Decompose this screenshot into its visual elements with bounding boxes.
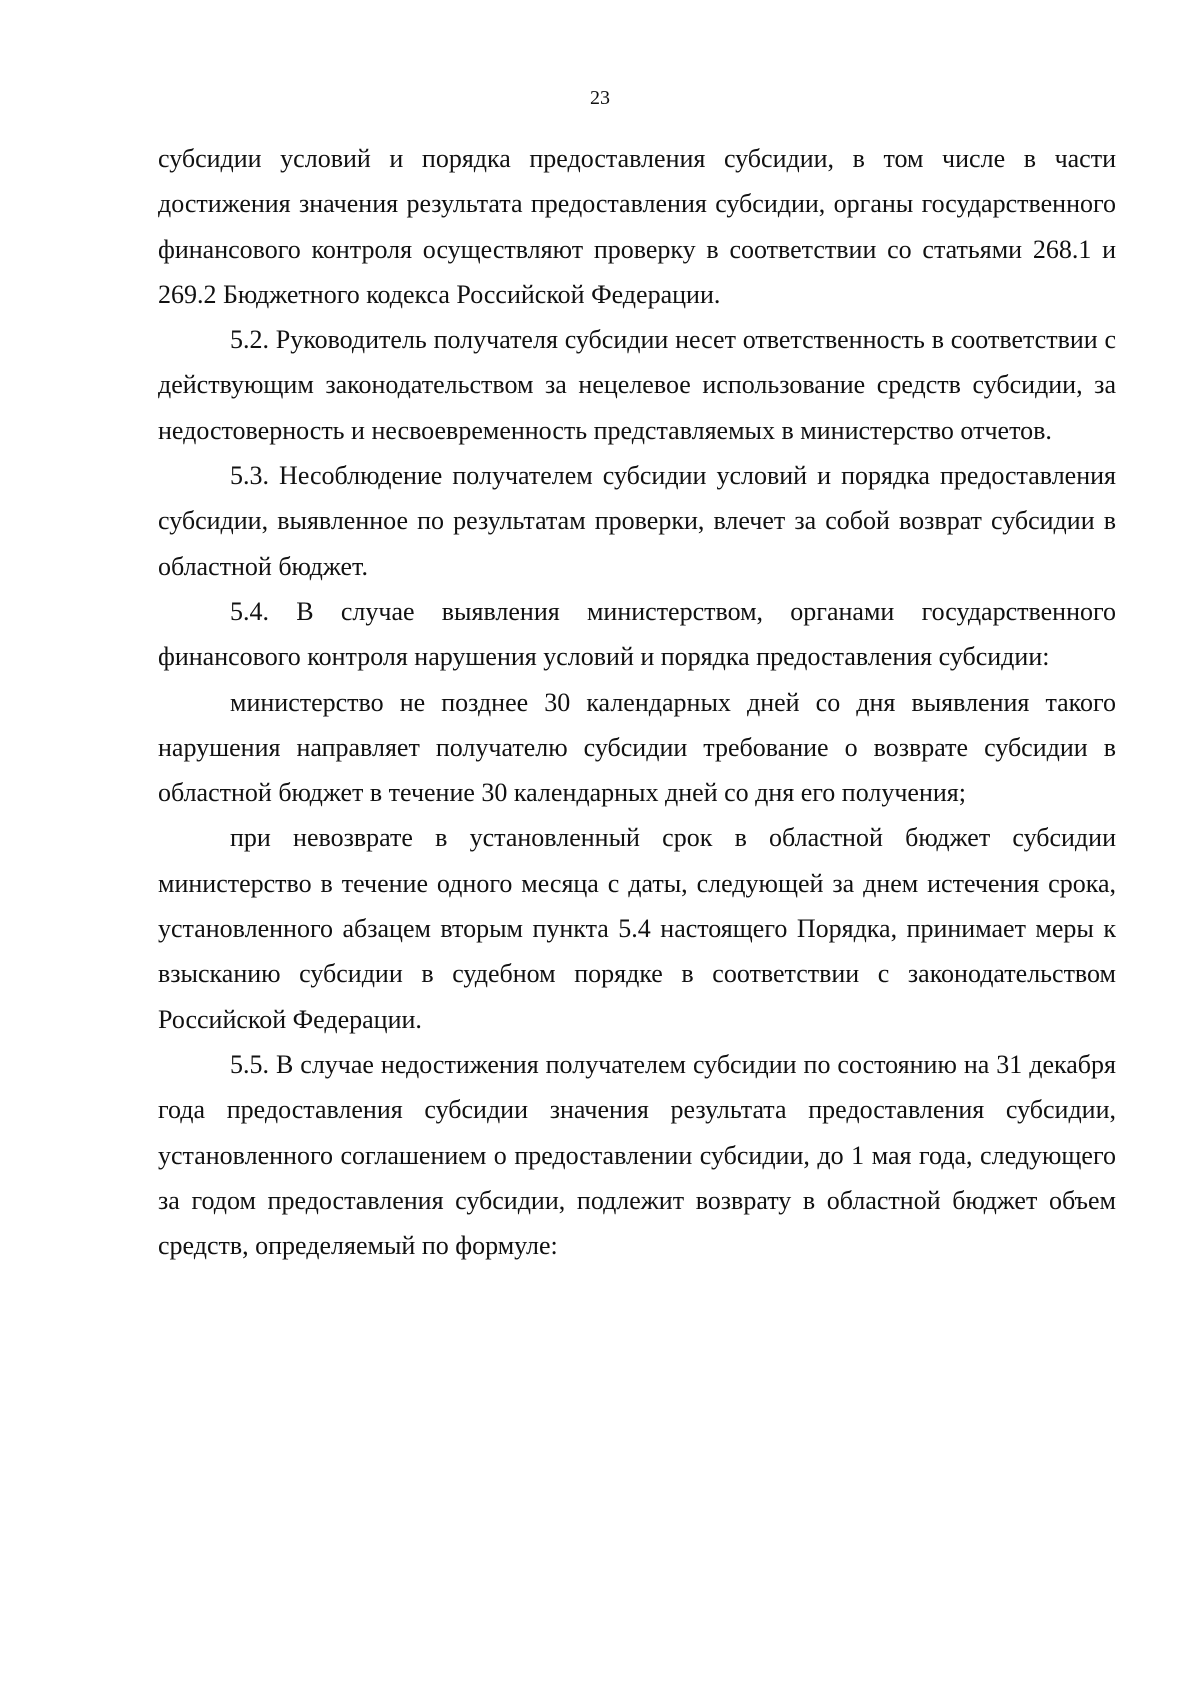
paragraph-continuation: субсидии условий и порядка предоставления субсидии, в том числе в части достижения значения результата предоставления субсидии, органы государственного финансового контроля осуществляют проверку в соответствии со статьями 268.1 и 269.2 Бюджетного кодекса Российской Федерации. [158, 144, 1116, 309]
page-number: 23 [590, 87, 610, 109]
paragraph-5-5: 5.5. В случае недостижения получателем субсидии по состоянию на 31 декабря года предоставления субсидии значения результата предоставления субсидии, установленного соглашением о предоставлении субсидии, до 1 мая года, следующего за годом предоставления субсидии, подлежит возврату в областной бюджет объем средств, определяемый по формуле: [158, 1049, 1116, 1261]
paragraph-5-4-recovery: при невозврате в установленный срок в областной бюджет субсидии министерство в течение одного месяца с даты, следующей за днем истечения срока, установленного абзацем вторым пункта 5.4 настоящего Порядка, принимает меры к взысканию субсидии в судебном порядке в соответствии с законодательством Российской Федерации. [158, 823, 1116, 1034]
paragraph-5-3: 5.3. Несоблюдение получателем субсидии условий и порядка предоставления субсидии, выявленное по результатам проверки, влечет за собой возврат субсидии в областной бюджет. [158, 461, 1116, 581]
document-body [158, 136, 1116, 1268]
paragraph-5-2: 5.2. Руководитель получателя субсидии несет ответственность в соответствии с действующим законодательством за нецелевое использование средств субсидии, за недостоверность и несвоевременность представляемых в министерство отчетов. [158, 325, 1116, 445]
paragraph-5-4: 5.4. В случае выявления министерством, органами государственного финансового контроля нарушения условий и порядка предоставления субсидии: [158, 596, 1116, 672]
paragraph-5-4-ministry-notice: министерство не позднее 30 календарных дней со дня выявления такого нарушения направляет получателю субсидии требование о возврате субсидии в областной бюджет в течение 30 календарных дней со дня его получения; [158, 687, 1116, 808]
